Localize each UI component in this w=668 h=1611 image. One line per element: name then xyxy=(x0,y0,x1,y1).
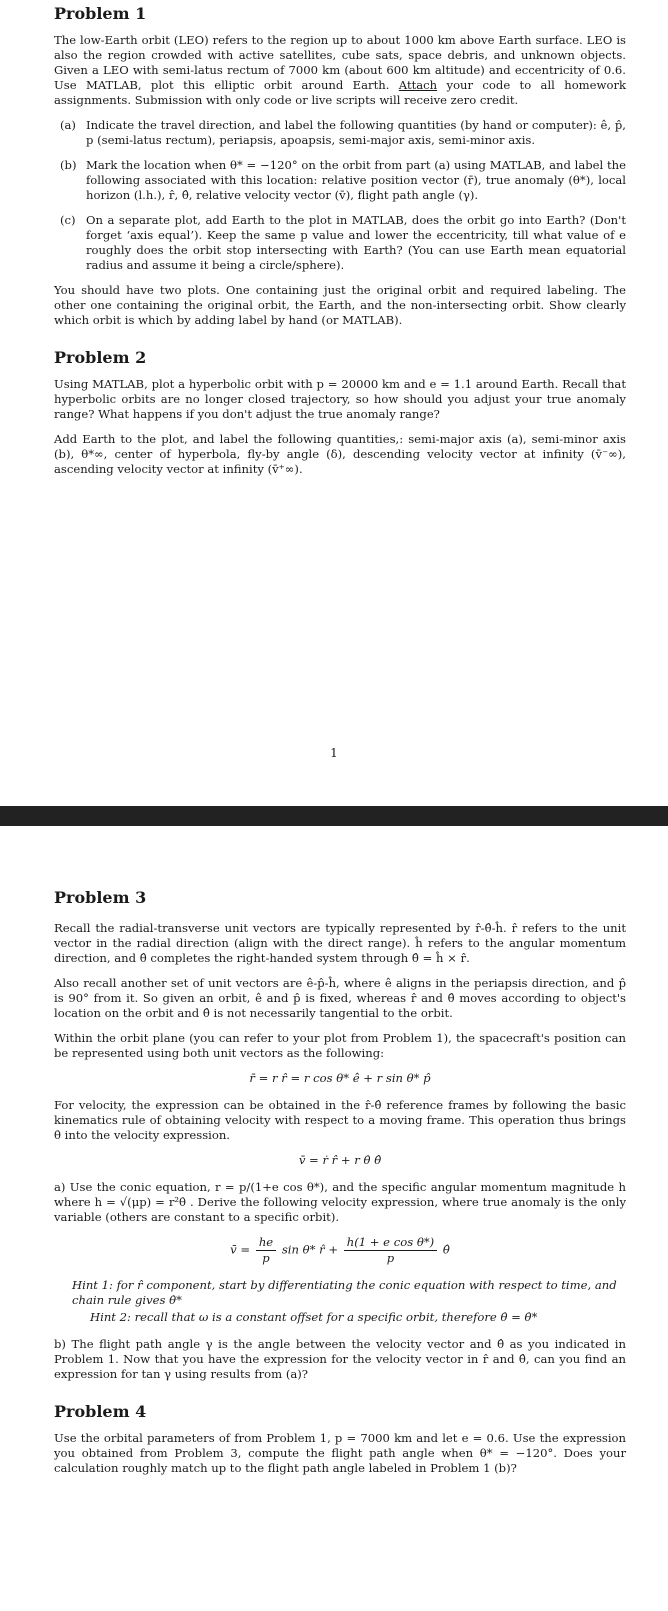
problem-1-intro-b: your code to all homework assignments. Submission with only code or live scripts will receive zero credit. xyxy=(54,78,627,107)
problem-2-para-2: Add Earth to the plot, and label the following quantities,: semi-major axis (a), semi-minor axis (b), θ*∞, center of hyperbola, fly-by angle (δ), descending velocity vector at infinity (v̄⁻∞), ascending velocity vector at infinity (v̄⁺∞). xyxy=(54,432,626,476)
fraction-1-denominator: p xyxy=(262,1251,270,1265)
problem-3-para-2: Also recall another set of unit vectors are ê-p̂-ĥ, where ê aligns in the periapsis direction, and p̂ is 90° from it. So given an orbit, ê and p̂ is fixed, whereas r̂ and θ̂ moves according to object's location on the orbit and θ̂ is not necessarily tangential to the orbit. xyxy=(54,976,626,1020)
problem-4-title: Problem 4 xyxy=(54,1402,147,1421)
hint-1: Hint 1: for r̂ component, start by differentiating the conic equation with respect to time, and chain rule gives θ̇* xyxy=(72,1278,617,1307)
problem-2-para-1: Using MATLAB, plot a hyperbolic orbit with p = 20000 km and e = 1.1 around Earth. Recall that hyperbolic orbits are no longer closed trajectory, so how should you adjust your true anomaly range? What happens if you don't adjust the true anomaly range? xyxy=(54,377,626,421)
part-a-label: (a) xyxy=(60,118,76,132)
position-equation: r̄ = r r̂ = r cos θ* ê + r sin θ* p̂ xyxy=(249,1071,431,1085)
problem-3-para-4: For velocity, the expression can be obtained in the r̂-θ̂ reference frames by following the basic kinematics rule of obtaining velocity with respect to a moving frame. This operation thus brings θ̇ into the velocity expression. xyxy=(54,1098,626,1142)
hint-2: Hint 2: recall that ω is a constant offset for a specific orbit, therefore θ̇ = θ̇* xyxy=(90,1310,538,1324)
problem-1-title: Problem 1 xyxy=(54,4,147,23)
problem-1-part-a xyxy=(54,118,626,148)
problem-2-title: Problem 2 xyxy=(54,348,147,367)
eq3-end: θ̂ xyxy=(442,1242,450,1257)
problem-3-part-a: a) Use the conic equation, r = p/(1+e cos θ*), and the specific angular momentum magnitude h where h = √(μp) = r²θ̇ . Derive the following velocity expression, where true anomaly is the only variable (others are constant to a specific orbit). xyxy=(54,1180,626,1224)
page-1-content xyxy=(54,6,626,487)
fraction-1-numerator: he xyxy=(256,1235,276,1251)
problem-1-part-b xyxy=(54,158,626,203)
eq3-middle: sin θ* r̂ + xyxy=(281,1242,339,1257)
fraction-he-over-p xyxy=(256,1235,276,1266)
problem-3-part-b: b) The flight path angle γ is the angle between the velocity vector and θ̂ as you indicated in Problem 1. Now that you have the expression for the velocity vector in r̂ and θ̂, can you find an expression for tan γ using results from (a)? xyxy=(54,1337,626,1381)
part-c-label: (c) xyxy=(60,213,76,227)
fraction-2-numerator: h(1 + e cos θ*) xyxy=(344,1235,437,1251)
problem-3-para-3: Within the orbit plane (you can refer to your plot from Problem 1), the spacecraft's position can be represented using both unit vectors as the following: xyxy=(54,1031,626,1060)
fraction-2-denominator: p xyxy=(386,1251,395,1265)
part-c-text: On a separate plot, add Earth to the plot in MATLAB, does the orbit go into Earth? (Don't forget ‘axis equal’). Keep the same p value and lower the eccentricity, till what value of e roughly does the orbit stop intersecting with Earth? (You can use Earth mean equatorial radius and assume it being a circle/sphere). xyxy=(86,213,626,272)
problem-3-para-1: Recall the radial-transverse unit vectors are typically represented by r̂-θ̂-ĥ. r̂ refers to the unit vector in the radial direction (align with the direct range). ĥ refers to the angular momentum direction, and θ̂ completes the right-handed system through θ̂ = ĥ × r̂. xyxy=(54,921,626,965)
page-number: 1 xyxy=(330,746,338,760)
part-b-text: Mark the location when θ* = −120° on the orbit from part (a) using MATLAB, and label the following associated with this location: relative position vector (r̄), true anomaly (θ*), local horizon (l.h.), r̂, θ̂, relative velocity vector (v̄), flight path angle (γ). xyxy=(86,158,626,202)
attach-word: Attach xyxy=(398,78,438,92)
part-b-label: (b) xyxy=(60,158,77,172)
velocity-expression xyxy=(54,1235,626,1266)
problem-1-intro xyxy=(54,33,626,108)
part-a-text: Indicate the travel direction, and label the following quantities (by hand or computer): ê, p̂, p (semi-latus rectum), periapsis, apoapsis, semi-major axis, semi-minor axis. xyxy=(86,118,626,147)
problem-3-title: Problem 3 xyxy=(54,888,147,907)
problem-4-para-1: Use the orbital parameters of from Problem 1, p = 7000 km and let e = 0.6. Use the expression you obtained from Problem 3, compute the flight path angle when θ* = −120°. Does your calculation roughly match up to the flight path angle labeled in Problem 1 (b)? xyxy=(54,1431,626,1475)
fraction-h-term xyxy=(344,1235,437,1266)
problem-1-part-c xyxy=(54,213,626,273)
page-2 xyxy=(0,826,668,1611)
page-divider xyxy=(0,806,668,826)
eq3-lhs: v̄ = xyxy=(230,1242,251,1257)
problem-1-closing: You should have two plots. One containing just the original orbit and required labeling. The other one containing the original orbit, the Earth, and the non-intersecting orbit. Show clearly which orbit is which by adding label by hand (or MATLAB). xyxy=(54,283,626,327)
velocity-equation: v̄ = ṙ r̂ + r θ̇ θ̂ xyxy=(298,1153,382,1167)
problem-1-intro-a: The low-Earth orbit (LEO) refers to the region up to about 1000 km above Earth surface. LEO is also the region crowded with active satellites, cube sats, space debris, and unknown objects. Given a LEO with semi-latus rectum of 7000 km (about 600 km altitude) and eccentricity of 0.6. Use MATLAB, plot this elliptic orbit around Earth. xyxy=(54,33,626,92)
page-2-content xyxy=(54,890,626,1486)
